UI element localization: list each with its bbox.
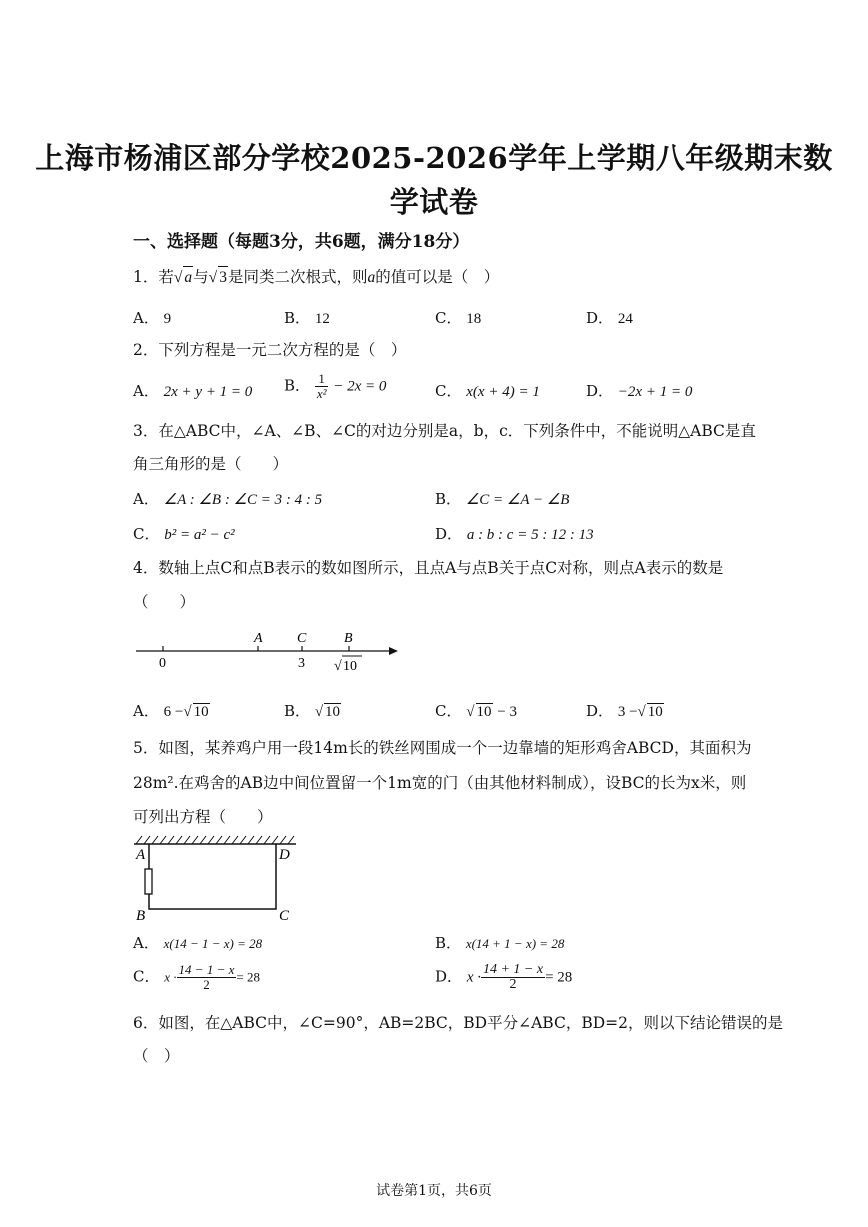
axis-label-a: A	[254, 631, 263, 646]
question-6-line2: （ ）	[133, 1047, 180, 1065]
q4-option-a: A． 6 −√ 10	[133, 702, 209, 720]
question-6-line1: 6．如图，在△ABC中，∠C=90°，AB=2BC，BD平分∠ABC，BD=2，则以下结论错误的是	[133, 1014, 783, 1032]
axis-tick-b-radicand: 10	[343, 659, 357, 674]
q5-option-b: B． x(14 + 1 − x) = 28	[435, 934, 565, 952]
q3-option-b: B． ∠C = ∠A − ∠B	[435, 490, 570, 508]
q2-option-a: A． 2x + y + 1 = 0	[133, 382, 253, 400]
q1-radicand-a: a	[183, 266, 193, 289]
fig-label-d: D	[279, 847, 290, 863]
q2-option-d: D． −2x + 1 = 0	[586, 382, 693, 400]
section-heading-choice: 一、选择题（每题3分，共6题，满分18分）	[133, 232, 470, 252]
axis-sqrt-sign: √	[334, 659, 342, 674]
question-4-line2: （ ）	[133, 593, 196, 611]
question-2: 2．下列方程是一元二次方程的是（ ）	[133, 341, 407, 359]
question-3-line2: 角三角形的是（ ）	[133, 455, 289, 473]
question-1: 1．若√ a与√ 3是同类二次根式，则a的值可以是（ ）	[133, 266, 499, 289]
q2-option-c: C． x(x + 4) = 1	[435, 382, 540, 400]
exam-title-line2: 学试卷	[389, 185, 479, 219]
q4-option-d: D． 3 −√ 10	[586, 702, 663, 720]
q2-option-b: B． $\frac{1}{\text{x²}}$ − 2x = 0	[284, 371, 387, 401]
chicken-coop-figure	[128, 830, 308, 926]
q1-radicand-3: 3	[218, 266, 228, 289]
question-5-line1: 5．如图，某养鸡户用一段14m长的铁丝网围成一个一边靠墙的矩形鸡舍ABCD，其面积为	[133, 739, 752, 757]
axis-tick-0: 0	[159, 656, 166, 671]
fig-label-c: C	[279, 908, 290, 924]
q1-option-c: C． 18	[435, 309, 482, 327]
q5-option-a: A． x(14 − 1 − x) = 28	[133, 934, 263, 952]
number-line-figure	[130, 625, 410, 675]
q1-option-b: B． 12	[284, 309, 330, 327]
q1-option-d: D． 24	[586, 309, 633, 327]
fig-label-b: B	[136, 908, 146, 924]
question-3-line1: 3．在△ABC中，∠A、∠B、∠C的对边分别是a，b，c．下列条件中，不能说明△ABC是直	[133, 422, 756, 440]
question-4-line1: 4．数轴上点C和点B表示的数如图所示，且点A与点B关于点C对称，则点A表示的数是	[133, 559, 724, 577]
page-footer: 试卷第1页，共6页	[376, 1183, 492, 1199]
exam-title-line1: 上海市杨浦区部分学校2025-2026学年上学期八年级期末数	[35, 141, 833, 175]
q4-option-c: C． √ 10 − 3	[435, 702, 517, 720]
question-5-line3: 可列出方程（ ）	[133, 808, 273, 826]
q4-option-b: B． √ 10	[284, 702, 341, 720]
q5-option-d: D． x · $\frac{14 + 1 - x}{2}$ = 28	[435, 962, 573, 992]
q3-option-c: C． b² = a² − c²	[133, 525, 235, 543]
q5-option-c: C． x · $\frac{14 - 1 - x}{2}$ = 28	[133, 962, 260, 992]
axis-label-c: C	[297, 631, 307, 646]
fig-label-a: A	[136, 847, 146, 863]
question-5-line2: 28m².在鸡舍的AB边中间位置留一个1m宽的门（由其他材料制成），设BC的长为x米，则	[133, 774, 747, 792]
q3-option-d: D． a : b : c = 5 : 12 : 13	[435, 525, 594, 543]
axis-label-b: B	[344, 631, 353, 646]
axis-tick-3: 3	[298, 656, 305, 671]
q3-option-a: A． ∠A : ∠B : ∠C = 3 : 4 : 5	[133, 490, 323, 508]
q1-option-a: A． 9	[133, 309, 172, 327]
